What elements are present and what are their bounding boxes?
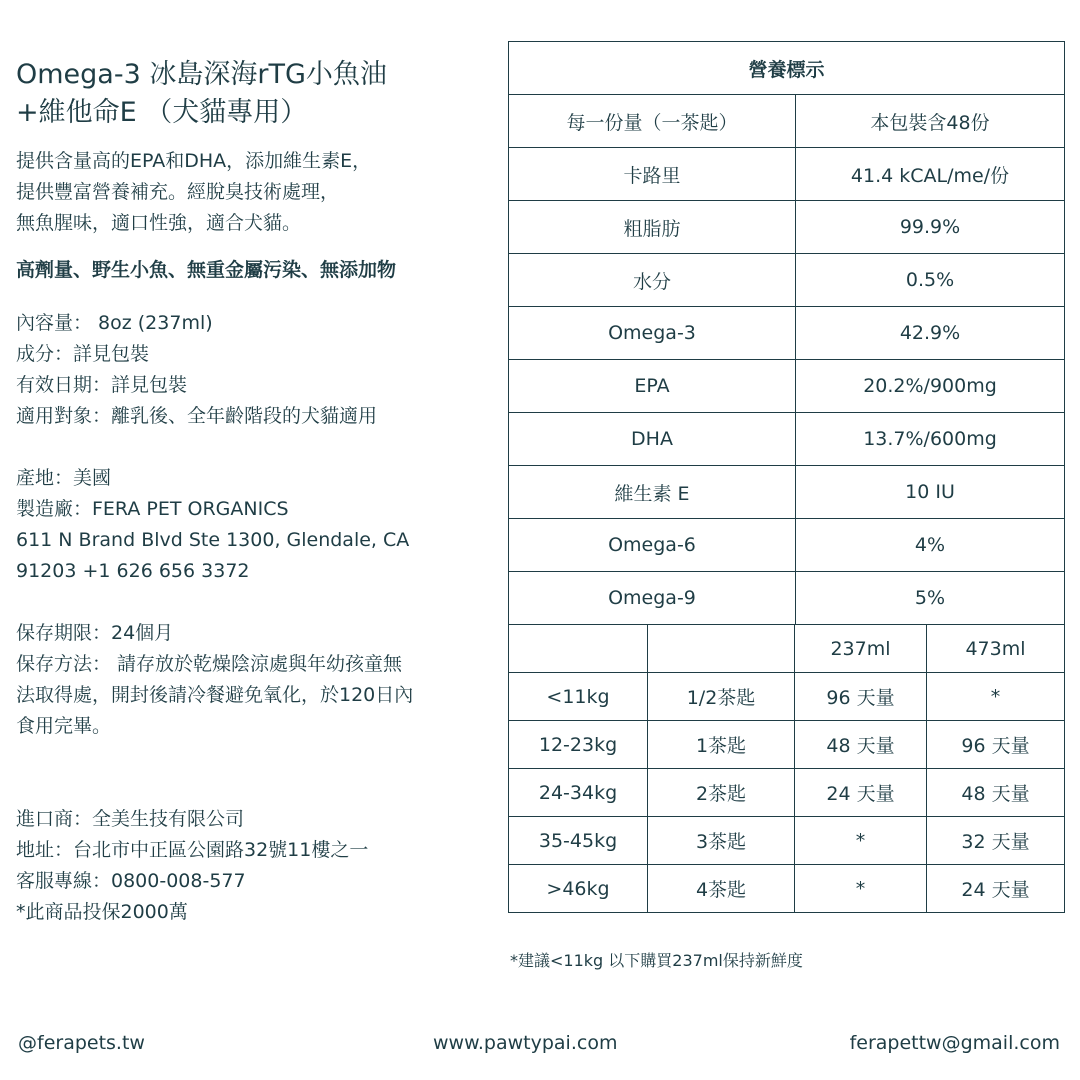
nutrient-value: 5% [796, 572, 1065, 625]
origin-line: 產地：美國 [16, 467, 112, 489]
nutrition-row [509, 254, 1065, 307]
days-237-cell: 24 天量 [795, 769, 927, 817]
days-237-cell: * [795, 865, 927, 913]
nutrient-value: 99.9% [796, 201, 1065, 254]
nutrition-row [509, 572, 1065, 625]
nutrient-value: 41.4 kCAL/me/份 [796, 148, 1065, 201]
nutrition-table [508, 41, 1065, 625]
origin-block [16, 463, 506, 587]
product-info [16, 56, 506, 928]
storage-block [16, 618, 506, 742]
dosage-table [508, 624, 1065, 913]
days-473-cell: 48 天量 [927, 769, 1065, 817]
product-description [16, 146, 506, 239]
origin-line: 91203 +1 626 656 3372 [16, 560, 250, 582]
product-title [16, 56, 506, 132]
title-line-2: +維他命E （犬貓專用） [16, 97, 308, 128]
nutrition-row [509, 95, 1065, 148]
weight-cell: 12-23kg [509, 721, 648, 769]
spec-line: 有效日期：詳見包裝 [16, 374, 188, 396]
amount-cell: 1茶匙 [648, 721, 795, 769]
weight-cell: 35-45kg [509, 817, 648, 865]
importer-line: 地址：台北市中正區公園路32號11樓之一 [16, 839, 369, 861]
nutrient-value: 13.7%/600mg [796, 413, 1065, 466]
nutrition-row [509, 201, 1065, 254]
nutrient-name: DHA [509, 413, 796, 466]
amount-cell: 2茶匙 [648, 769, 795, 817]
nutrient-name: 粗脂肪 [509, 201, 796, 254]
dosage-row [509, 673, 1065, 721]
storage-line: 法取得處，開封後請冷餐避免氧化，於120日內 [16, 684, 414, 706]
amount-cell: 4茶匙 [648, 865, 795, 913]
dosage-row [509, 865, 1065, 913]
dosage-header-cell: 237ml [795, 625, 927, 673]
amount-cell: 3茶匙 [648, 817, 795, 865]
nutrient-name: Omega-3 [509, 307, 796, 360]
website-link[interactable]: www.pawtypai.com [433, 1032, 618, 1054]
nutrition-row [509, 466, 1065, 519]
nutrient-name: Omega-9 [509, 572, 796, 625]
storage-line: 保存方法： 請存放於乾燥陰涼處與年幼孩童無 [16, 653, 403, 675]
dosage-header-row [509, 625, 1065, 673]
days-237-cell: * [795, 817, 927, 865]
dosage-row [509, 721, 1065, 769]
nutrient-name: 水分 [509, 254, 796, 307]
amount-cell: 1/2茶匙 [648, 673, 795, 721]
nutrient-value: 10 IU [796, 466, 1065, 519]
dosage-header-cell [648, 625, 795, 673]
nutrition-header-row [509, 42, 1065, 95]
weight-cell: 24-34kg [509, 769, 648, 817]
origin-line: 製造廠：FERA PET ORGANICS [16, 498, 289, 520]
dosage-row [509, 769, 1065, 817]
days-473-cell: 24 天量 [927, 865, 1065, 913]
weight-cell: >46kg [509, 865, 648, 913]
nutrient-name: 卡路里 [509, 148, 796, 201]
title-line-1: Omega-3 冰島深海rTG小魚油 [16, 59, 387, 90]
nutrition-row [509, 148, 1065, 201]
nutrient-name: Omega-6 [509, 519, 796, 572]
nutrition-row [509, 307, 1065, 360]
spec-line: 成分：詳見包裝 [16, 343, 150, 365]
desc-line: 提供豐富營養補充。經脫臭技術處理， [16, 181, 340, 203]
email-link[interactable]: ferapettw@gmail.com [849, 1032, 1060, 1054]
nutrient-name: EPA [509, 360, 796, 413]
nutrient-value: 42.9% [796, 307, 1065, 360]
nutrient-value: 4% [796, 519, 1065, 572]
instagram-handle[interactable]: @ferapets.tw [18, 1032, 145, 1054]
days-237-cell: 96 天量 [795, 673, 927, 721]
importer-line: 客服專線：0800-008-577 [16, 870, 246, 892]
days-473-cell: * [927, 673, 1065, 721]
nutrient-value: 本包裝含48份 [796, 95, 1065, 148]
spec-line: 內容量： 8oz (237ml) [16, 312, 213, 334]
importer-line: *此商品投保2000萬 [16, 901, 188, 923]
product-highlight: 高劑量、野生小魚、無重金屬污染、無添加物 [16, 259, 397, 281]
origin-line: 611 N Brand Blvd Ste 1300, Glendale, CA [16, 529, 410, 551]
days-473-cell: 96 天量 [927, 721, 1065, 769]
days-473-cell: 32 天量 [927, 817, 1065, 865]
weight-cell: <11kg [509, 673, 648, 721]
importer-line: 進口商：全美生技有限公司 [16, 808, 245, 830]
days-237-cell: 48 天量 [795, 721, 927, 769]
desc-line: 提供含量高的EPA和DHA，添加維生素E， [16, 150, 372, 172]
desc-line: 無魚腥味，適口性強，適合犬貓。 [16, 212, 302, 234]
nutrition-header: 營養標示 [509, 42, 1065, 95]
nutrient-value: 0.5% [796, 254, 1065, 307]
nutrition-row [509, 413, 1065, 466]
dosage-header-cell: 473ml [927, 625, 1065, 673]
dosage-row [509, 817, 1065, 865]
storage-line: 食用完畢。 [16, 715, 112, 737]
nutrient-name: 每一份量（一茶匙） [509, 95, 796, 148]
nutrient-value: 20.2%/900mg [796, 360, 1065, 413]
spec-block [16, 308, 506, 432]
dosage-note: *建議<11kg 以下購買237ml保持新鮮度 [510, 951, 803, 970]
nutrient-name: 維生素 E [509, 466, 796, 519]
importer-block [16, 804, 506, 928]
nutrition-row [509, 360, 1065, 413]
dosage-header-cell [509, 625, 648, 673]
nutrition-row [509, 519, 1065, 572]
spec-line: 適用對象：離乳後、全年齡階段的犬貓適用 [16, 405, 378, 427]
storage-line: 保存期限：24個月 [16, 622, 174, 644]
